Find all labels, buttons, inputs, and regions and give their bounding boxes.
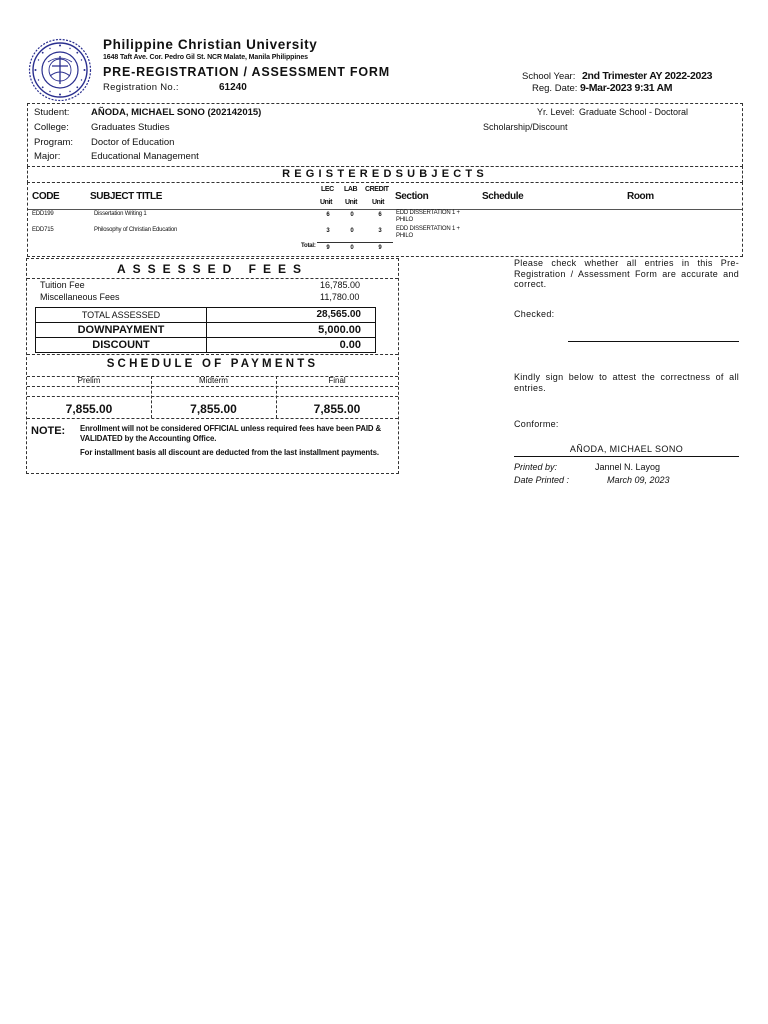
total-assessed-label: TOTAL ASSESSED bbox=[36, 308, 207, 322]
fees-divider bbox=[27, 278, 398, 279]
student-name: AÑODA, MICHAEL SONO (202142015) bbox=[91, 107, 262, 118]
student-info-box bbox=[27, 103, 743, 167]
table-row bbox=[28, 226, 742, 242]
date-printed-label: Date Printed : bbox=[514, 475, 570, 485]
conforme-name: AÑODA, MICHAEL SONO bbox=[569, 444, 684, 454]
col-lec-unit: Unit bbox=[320, 199, 333, 206]
school-year-value: 2nd Trimester AY 2022-2023 bbox=[582, 70, 713, 82]
row-title: Philosophy of Christian Education bbox=[94, 227, 178, 233]
note-official: Enrollment will not be considered OFFICIAL unless required fees have been PAID & VALIDATED by the Accounting Office. bbox=[80, 424, 382, 443]
total-lab: 0 bbox=[350, 245, 354, 251]
row-title: Dissertation Writing 1 bbox=[94, 211, 147, 217]
col-schedule: Schedule bbox=[482, 191, 524, 202]
date-printed-value: March 09, 2023 bbox=[607, 475, 670, 485]
col-subject-title: SUBJECT TITLE bbox=[90, 191, 163, 202]
term-amount-midterm: 7,855.00 bbox=[190, 402, 237, 416]
conforme-label: Conforme: bbox=[514, 419, 559, 429]
fee-amount: 11,780.00 bbox=[320, 292, 360, 302]
col-lec: LEC bbox=[321, 186, 334, 193]
student-label: Student: bbox=[34, 107, 70, 118]
downpayment-value: 5,000.00 bbox=[318, 324, 361, 336]
col-lab: LAB bbox=[344, 186, 358, 193]
discount-row bbox=[36, 338, 375, 352]
col-room: Room bbox=[627, 191, 654, 202]
note-installment: For installment basis all discount are deducted from the last installment payments. bbox=[80, 448, 379, 457]
total-credit: 9 bbox=[378, 245, 382, 251]
fee-label: Miscellaneous Fees bbox=[40, 292, 120, 302]
row-section: EDD DISSERTATION 1 + PHILO bbox=[396, 226, 460, 239]
form-title: PRE-REGISTRATION / ASSESSMENT FORM bbox=[103, 65, 390, 79]
schedule-of-payments-heading: SCHEDULE OF PAYMENTS bbox=[106, 358, 319, 370]
major-value: Educational Management bbox=[91, 151, 199, 162]
schedule-divider-top bbox=[27, 354, 398, 355]
registered-subjects-heading: REGISTEREDSUBJECTS bbox=[27, 166, 743, 183]
note-label: NOTE: bbox=[31, 425, 66, 437]
totals-table bbox=[35, 307, 376, 353]
row-section: EDD DISSERTATION 1 + PHILO bbox=[396, 210, 460, 223]
term-amount-prelim: 7,855.00 bbox=[65, 402, 113, 416]
total-assessed-value: 28,565.00 bbox=[316, 309, 361, 320]
printed-by-label: Printed by: bbox=[514, 462, 558, 472]
discount-label: DISCOUNT bbox=[36, 338, 207, 352]
sign-instruction: Kindly sign below to attest the correctness of all entries. bbox=[514, 372, 739, 393]
row-credit: 6 bbox=[378, 212, 382, 218]
assessed-fees-box bbox=[26, 258, 399, 474]
reg-date-value: 9-Mar-2023 9:31 AM bbox=[580, 82, 673, 94]
row-credit: 3 bbox=[378, 228, 382, 234]
col-credit-unit: Unit bbox=[372, 199, 385, 206]
total-divider bbox=[317, 242, 393, 243]
yr-level-value: Graduate School - Doctoral bbox=[579, 107, 689, 117]
term-label-prelim: Prelim bbox=[77, 376, 101, 385]
total-lec: 9 bbox=[326, 245, 330, 251]
program-label: Program: bbox=[34, 137, 74, 148]
total-assessed-row bbox=[36, 308, 375, 323]
col-lab-unit: Unit bbox=[345, 199, 358, 206]
registration-label: Registration No.: bbox=[103, 82, 179, 93]
col-credit: CREDIT bbox=[365, 186, 389, 193]
school-year-label: School Year: bbox=[522, 71, 576, 82]
yr-level-label: Yr. Level: bbox=[537, 107, 575, 117]
registered-subjects-table bbox=[27, 182, 743, 257]
discount-value: 0.00 bbox=[339, 339, 361, 351]
university-name: Philippine Christian University bbox=[103, 37, 318, 52]
scholarship-label: Scholarship/Discount bbox=[483, 122, 568, 132]
downpayment-label: DOWNPAYMENT bbox=[36, 323, 207, 337]
col-code: CODE bbox=[32, 191, 60, 202]
conforme-signature-line bbox=[514, 456, 739, 457]
fee-amount: 16,785.00 bbox=[320, 280, 361, 290]
pay-line bbox=[27, 418, 398, 419]
row-lab: 0 bbox=[350, 228, 354, 234]
pay-line bbox=[27, 396, 398, 397]
reg-date-label: Reg. Date: bbox=[532, 83, 578, 94]
col-section: Section bbox=[395, 191, 429, 202]
pay-line bbox=[27, 386, 398, 387]
program-value: Doctor of Education bbox=[91, 137, 175, 148]
university-seal-logo bbox=[28, 38, 92, 102]
term-label-final: Final bbox=[328, 376, 346, 385]
university-address: 1648 Taft Ave. Cor. Pedro Gil St. NCR Malate, Manila Philippines bbox=[103, 54, 308, 61]
check-instruction: Please check whether all entries in this Pre-Registration / Assessment Form are accurate and correct. bbox=[514, 258, 739, 289]
fee-label: Tuition Fee bbox=[40, 280, 85, 290]
row-code: EDD199 bbox=[32, 211, 54, 217]
checked-signature-line bbox=[568, 341, 739, 342]
assessed-fees-heading: ASSESSED FEES bbox=[116, 262, 309, 276]
row-lec: 3 bbox=[326, 228, 330, 234]
printed-by-value: Jannel N. Layog bbox=[595, 462, 661, 472]
registration-number: 61240 bbox=[219, 82, 247, 93]
downpayment-row bbox=[36, 323, 375, 338]
checked-label: Checked: bbox=[514, 309, 555, 319]
term-label-midterm: Midterm bbox=[199, 376, 228, 385]
row-lec: 6 bbox=[326, 212, 330, 218]
college-value: Graduates Studies bbox=[91, 122, 170, 133]
row-code: EDD715 bbox=[32, 227, 54, 233]
term-amount-final: 7,855.00 bbox=[313, 402, 361, 416]
college-label: College: bbox=[34, 122, 69, 133]
table-row bbox=[28, 210, 742, 226]
major-label: Major: bbox=[34, 151, 61, 162]
total-label: Total: bbox=[301, 243, 316, 249]
row-lab: 0 bbox=[350, 212, 354, 218]
